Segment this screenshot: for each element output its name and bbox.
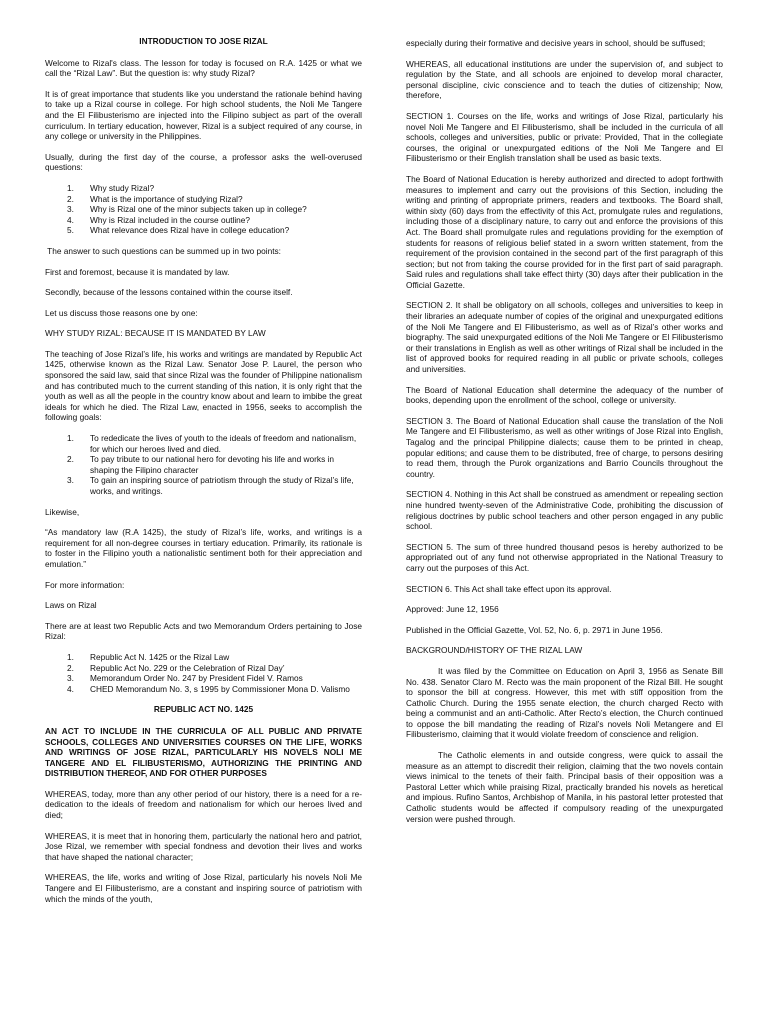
paragraph-answer: The answer to such questions can be summed up in two points:	[45, 245, 281, 256]
paragraph-board-2: The Board of National Education shall determine the adequacy of the number of books, depending upon the enrollment of the school, college or university.	[406, 384, 723, 406]
list-item: 3. To gain an inspiring source of patriotism through the study of Rizal’s life, works, and writings.	[67, 475, 354, 496]
list-item: 2. What is the importance of studying Rizal?	[67, 193, 243, 204]
page-title: INTRODUCTION TO JOSE RIZAL	[139, 36, 268, 46]
paragraph-whereas-3: WHEREAS, the life, works and writing of Jose Rizal, particularly his novels Noli Me Tangere and El Filibusterismo, are a constant and inspiring source of patriotism with which the minds of the youth,	[45, 872, 362, 904]
paragraph-published: Published in the Official Gazette, Vol. 52, No. 6, p. 2971 in June 1956.	[406, 624, 663, 635]
paragraph-laws-on-rizal: Laws on Rizal	[45, 600, 97, 611]
list-item: 2. To pay tribute to our national hero for devoting his life and works in shaping the Filipino character	[67, 454, 334, 475]
paragraph-teaching: The teaching of Jose Rizal’s life, his works and writings are mandated by Republic Act 1425, otherwise known as the Rizal Law. Senator Jose P. Laurel, the person who sponsored the said law, said that since Rizal was the founder of Philippine nationalism and has contributed much to the current standing of this nation, it is only right that the youth as well as all the people in the country know about and learn to imbibe the great ideals for which he died. The Rizal Law, enacted in 1956, seeks to accomplish the following goals:	[45, 348, 362, 423]
paragraph-section-3: SECTION 3. The Board of National Education shall cause the translation of the Noli Me Tangere and El Filibusterismo, as well as other writings of Jose Rizal into English, Tagalog and the principal Philippine dialects; cause them to be printed in cheap, popular editions; and cause them to be distributed, free of charge, to persons desiring to read them, through the Purok organizations and Barrio Councils throughout the country.	[406, 415, 723, 479]
ra-title: AN ACT TO INCLUDE IN THE CURRICULA OF ALL PUBLIC AND PRIVATE SCHOOLS, COLLEGES AND UNIVERSITIES COURSES ON THE LIFE, WORKS AND WRITINGS OF JOSE RIZAL, PARTICULARLY HIS NOVELS NOLI ME TANGERE AND EL FILIBUSTERISMO, AUTHORIZING THE PRINTING AND DISTRIBUTION THEREOF, AND FOR OTHER PURPOSES	[45, 725, 362, 779]
list-item: 5. What relevance does Rizal have in college education?	[67, 225, 290, 236]
paragraph-there-are: There are at least two Republic Acts and two Memorandum Orders pertaining to Jose Rizal:	[45, 620, 362, 642]
right-column	[406, 38, 723, 834]
paragraph-section-5: SECTION 5. The sum of three hundred thousand pesos is hereby authorized to be appropriated out of any fund not otherwise appropriated in the National Treasury to carry out the purposes of this Act.	[406, 541, 723, 573]
list-item: 1. Republic Act N. 1425 or the Rizal Law	[67, 651, 230, 662]
paragraph-more-info: For more information:	[45, 579, 125, 590]
paragraph-section-1: SECTION 1. Courses on the life, works and writings of Jose Rizal, particularly his novel Noli Me Tangere and El Filibusterismo, shall be included in the curricula of all schools, colleges and universities, public or private: Provided, That in the collegiate courses, the original or unexpurgated editions of the Noli Me Tangere and El Filibusterismo or their English translation shall be used as basic texts.	[406, 110, 723, 164]
paragraph-whereas-1: WHEREAS, today, more than any other period of our history, there is a need for a re-dedication to the ideals of freedom and nationalism for which our heroes lived and died;	[45, 788, 362, 821]
list-item: 1. To rededicate the lives of youth to the ideals of freedom and nationalism, for which our heroes lived and died.	[67, 433, 357, 454]
paragraph-section-4: SECTION 4. Nothing in this Act shall be construed as amendment or repealing section nine hundred twenty-seven of the Administrative Code, prohibiting the discussion of religious doctrines by public school teachers and other person engaged in any public school.	[406, 489, 723, 532]
section-heading-background: BACKGROUND/HISTORY OF THE RIZAL LAW	[406, 645, 583, 656]
questions-list	[45, 183, 362, 236]
ra-heading: REPUBLIC ACT NO. 1425	[153, 704, 254, 715]
section-heading-why: WHY STUDY RIZAL: BECAUSE IT IS MANDATED BY LAW	[45, 328, 266, 339]
paragraph-board: The Board of National Education is hereby authorized and directed to adopt forthwith measures to implement and carry out the provisions of this Section, including the writing and printing of appropriate primers, readers and textbooks. The Board shall, within sixty (60) days from the effectivity of this Act, promulgate rules and regulations, including those of a disciplinary nature, to carry out and enforce the provisions of this Act. The Board shall promulgate rules and regulations providing for the exemption of students for reasons of religious belief stated in a sworn written statement, from the requirement of the provision contained in the second part of the first paragraph of this section; but not from taking the course provided for in the first part of said paragraph. Said rules and regulations shall take effect thirty (30) days after their publication in the Official Gazette.	[406, 173, 723, 290]
list-item: 3. Memorandum Order No. 247 by President Fidel V. Ramos	[67, 673, 303, 684]
goals-list	[45, 433, 362, 497]
paragraph-approved: Approved: June 12, 1956	[406, 604, 499, 615]
list-item: 3. Why is Rizal one of the minor subjects taken up in college?	[67, 204, 307, 215]
paragraph-whereas-2: WHEREAS, it is meet that in honoring them, particularly the national hero and patriot, Jose Rizal, we remember with special fondness and devotion their lives and works that have shaped the national character;	[45, 830, 362, 862]
paragraph-discuss: Let us discuss those reasons one by one:	[45, 307, 198, 318]
list-item: 4. CHED Memorandum No. 3, s 1995 by Commissioner Mona D. Valismo	[67, 683, 350, 694]
paragraph-mandatory-quote: “As mandatory law (R.A 1425), the study of Rizal’s life, works, and writings is a requirement for all non-degree courses in tertiary education. Primarily, its rationale is to foster in the Filipino youth a nationalistic sentiment both for their appreciation and emulation.”	[45, 527, 362, 569]
paragraph-likewise: Likewise,	[45, 506, 80, 517]
paragraph-second: Secondly, because of the lessons contained within the course itself.	[45, 287, 293, 298]
paragraph-welcome: Welcome to Rizal's class. The lesson for today is focused on R.A. 1425 or what we call the “Rizal Law”. But the question is: why study Rizal?	[45, 57, 362, 79]
list-item: 4. Why is Rizal included in the course outline?	[67, 214, 251, 225]
paragraph-whereas-4: WHEREAS, all educational institutions are under the supervision of, and subject to regulation by the State, and all schools are enjoined to develop moral character, personal discipline, civic conscience and to teach the duties of citizenship; Now, therefore,	[406, 58, 723, 101]
paragraph-section-6: SECTION 6. This Act shall take effect upon its approval.	[406, 583, 612, 594]
paragraph-continued: especially during their formative and decisive years in school, should be suffused;	[406, 38, 706, 48]
list-item: 2. Republic Act No. 229 or the Celebration of Rizal Day’	[67, 662, 285, 673]
list-item: 1. Why study Rizal?	[67, 182, 155, 193]
paragraph-catholic: The Catholic elements in and outside congress, were quick to assail the measure as an attempt to discredit their religion, claiming that the two novels contain views inimical to the tenets of their faith. Principal basis of their opposition was a Pastoral Letter which while praising Rizal, practically branded his novels as heretical and impious. Rufino Santos, Archbishop of Manila, in his pastoral letter protested that Catholic students would be affected if compulsory reading of the unexpurgated version were pushed through.	[406, 750, 723, 824]
paragraph-importance: It is of great importance that students like you understand the rationale behind having to take up a Rizal course in college. For high school students, the Noli Me Tangere and the El Filibusterismo are injected into the Filipino subject as part of the overall curriculum. In tertiary education, however, Rizal is a subject required of any course, in any college or university in the Philippines.	[45, 88, 362, 142]
paragraph-section-2: SECTION 2. It shall be obligatory on all schools, colleges and universities to keep in their libraries an adequate number of copies of the original and unexpurgated editions of the Noli Me Tangere and El Filibusterismo, as well as of Rizal’s other works and biography. The said unexpurgated editions of the Noli Me Tangere or El Filibusterismo or their translations in English as well as other writings of Rizal shall be included in the list of approved books for required reading in all public or private schools, colleges and universities.	[406, 300, 723, 375]
paragraph-filed: It was filed by the Committee on Education on April 3, 1956 as Senate Bill No. 438. Senator Claro M. Recto was the main proponent of the Rizal Bill. He sought to sponsor the bill at congress. However, this met with stiff opposition from the Catholic Church. During the 1955 senate election, the church charged Recto with being a communist and an anti-Catholic. After Recto’s election, the Church continued to oppose the bill mandating the reading of Rizal’s novels Noli Metangere and El Filibusterismo, claiming that it would violate freedom of conscience and religion.	[406, 665, 723, 740]
left-column	[45, 36, 362, 914]
paragraph-usually: Usually, during the first day of the course, a professor asks the well-overused questions:	[45, 151, 362, 173]
laws-list	[45, 652, 362, 694]
paragraph-first: First and foremost, because it is mandated by law.	[45, 266, 230, 277]
